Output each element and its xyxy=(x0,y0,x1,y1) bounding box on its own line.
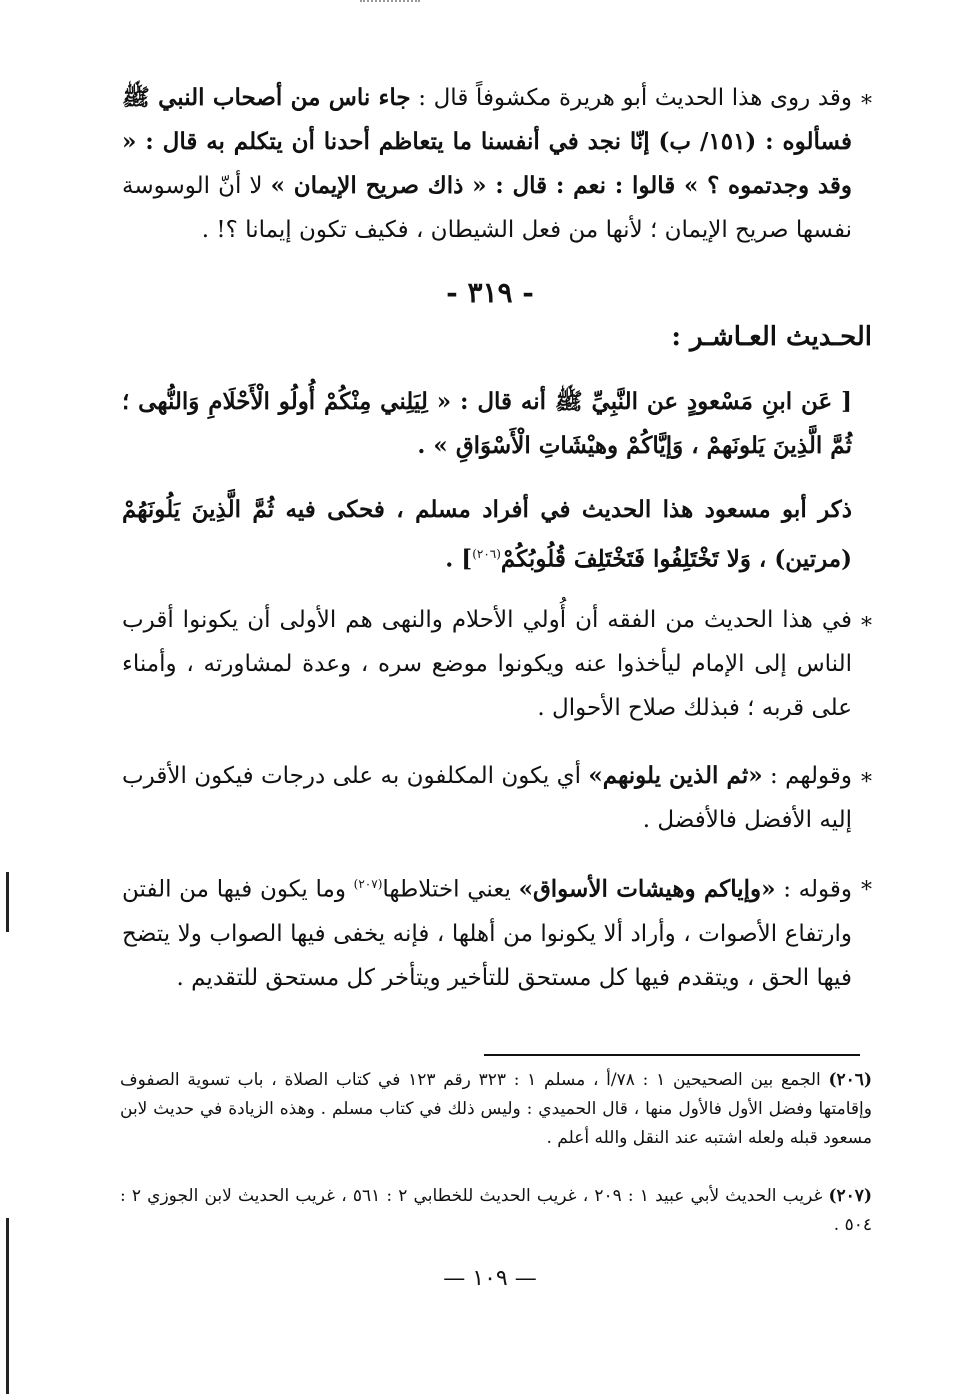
footnote-separator xyxy=(484,1054,860,1056)
footnote-number: (٢٠٧) xyxy=(828,1186,872,1206)
paragraph-text: أي يكون المكلفون به على درجات فيكون الأقرب إليه الأفضل فالأفضل . xyxy=(122,763,852,833)
paragraph-1 xyxy=(122,76,852,252)
paragraph-text: وقد روى هذا الحديث أبو هريرة مكشوفاً قال : xyxy=(410,85,852,111)
quote-text: «ثم الذين يلونهم» xyxy=(588,762,763,789)
footnote-206 xyxy=(120,1066,872,1153)
paragraph-5 xyxy=(122,754,852,842)
footnote-207 xyxy=(120,1182,872,1240)
paragraph-4: في هذا الحديث من الفقه أن أُولي الأحلام والنهى هم الأولى أن يكونوا أقرب الناس إلى الإمام ليأخذوا عنه ويكونوا موضع سره ، وعدة لمشاورته ، وأمناء على قربه ؛ فبذلك صلاح الأحوال . xyxy=(122,607,852,721)
scan-edge-mark xyxy=(6,872,9,932)
quote-text: «وإياكم وهيشات الأسواق» xyxy=(518,875,776,903)
paragraph-text: ] . xyxy=(445,545,473,573)
paragraph-text: لا أنّ الوسوسة نفسها صريح الإيمان ؛ لأنها من فعل الشيطان ، فكيف تكون إيمانا ؟! . xyxy=(122,173,852,243)
page-number: — ١٠٩ — xyxy=(443,1266,537,1291)
bullet-marker: * xyxy=(861,770,872,795)
bullet-marker: * xyxy=(861,878,872,903)
bullet-marker: * xyxy=(861,614,872,639)
paragraph-6 xyxy=(122,862,852,1000)
footnote-text: الجمع بين الصحيحين ١ : ٧٨/أ ، مسلم ١ : ٣٢٣ رقم ١٢٣ في كتاب الصلاة ، باب تسوية الصفوف وإقامتها وفضل الأول فالأول منها ، قال الحميدي : وليس ذلك في كتاب مسلم . وهذه الزيادة في حديث لابن مسعود قبله ولعله اشتبه عند النقل والله أعلم . xyxy=(120,1070,872,1148)
footnote-ref: (٢٠٦) xyxy=(472,547,501,561)
hadith-text: [ عَن ابنِ مَسْعودٍ عن النَّبِيِّ ﷺ أنه قال : « لِيَلِني مِنْكُمْ أُولُو الْأَحْلَامِ وَالنُّهى ؛ ثُمَّ الَّذِينَ يَلونَهمْ ، وَإيَّاكُمْ وهيْشَاتِ الْأَسْوَاقِ » . xyxy=(122,388,852,459)
paragraph-text: يعني اختلاطها xyxy=(382,876,519,903)
hadith-quote: جاء ناس من أصحاب النبي ﷺ فسألوه : (١٥١/ ب) إنّا نجد في أنفسنا ما يتعاظم أحدنا أن يتكلم به قال : « وقد وجدتموه ؟ » قالوا : نعم : قال : « ذاك صريح الإيمان » xyxy=(122,84,852,199)
footnote-text: غريب الحديث لأبي عبيد ١ : ٢٠٩ ، غريب الحديث للخطابي ٢ : ٥٦١ ، غريب الحديث لابن الجوزي ٢ : ٥٠٤ . xyxy=(120,1186,872,1235)
paragraph-text: وقولهم : xyxy=(762,763,852,789)
paragraph-text: ذكر أبو مسعود هذا الحديث في أفراد مسلم ، فحكى فيه ثُمَّ الَّذِينَ يَلُونَهُمْ (مرتين) ، وَلا تَخْتَلِفُوا فَتَخْتَلِفَ قُلُوبُكُمْ xyxy=(122,496,852,573)
paragraph-3 xyxy=(122,488,852,582)
bullet-marker: * xyxy=(861,92,872,117)
paragraph-text: وقوله : xyxy=(775,876,852,903)
paragraph-text: وما يكون فيها من الفتن وارتفاع الأصوات ، وأراد ألا يكونوا من أهلها ، فإنه يخفى فيها الصواب ولا يتضح فيها الحق ، ويتقدم فيها كل مستحق للتأخير ويتأخر كل مستحق للتقديم . xyxy=(122,876,852,991)
footnote-number: (٢٠٦) xyxy=(828,1070,872,1090)
scan-edge-mark xyxy=(6,1218,9,1394)
section-number: - ٣١٩ - xyxy=(446,276,534,309)
scan-mark xyxy=(360,0,420,8)
section-heading: الحـديث العـاشـر : xyxy=(671,322,872,352)
footnote-ref: (٢٠٧) xyxy=(353,877,383,891)
